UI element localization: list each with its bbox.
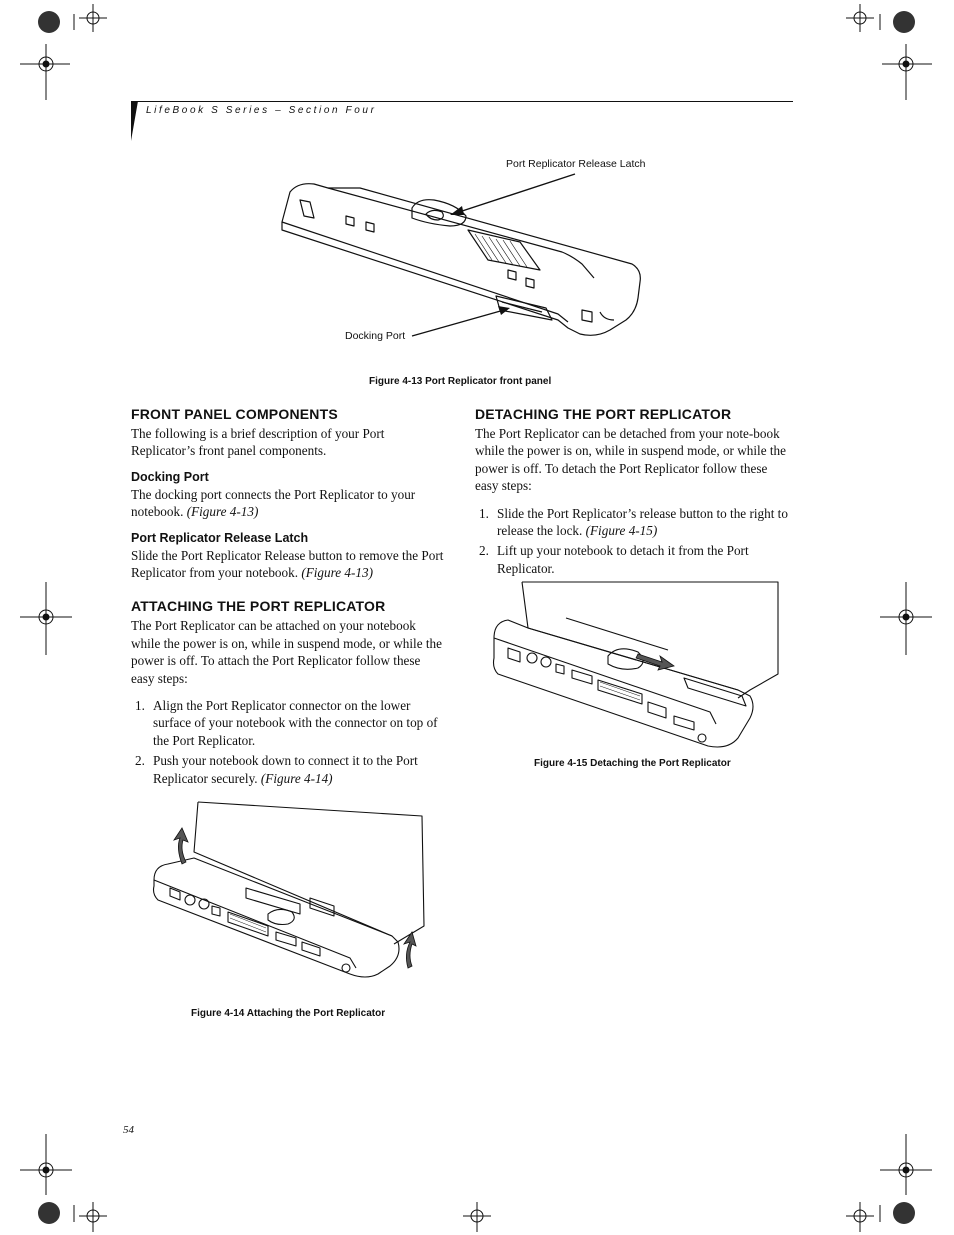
step-figure-ref: (Figure 4-14): [260, 770, 333, 786]
step-text: Push your notebook down to connect it to the Port Replicator securely.: [153, 753, 418, 786]
step-number: 1.: [479, 505, 489, 521]
release-latch-figure-ref: (Figure 4-13): [301, 565, 373, 581]
list-item: [475, 542, 793, 577]
release-latch-heading: Port Replicator Release Latch: [131, 530, 309, 545]
front-panel-heading: FRONT PANEL COMPONENTS: [131, 406, 338, 422]
step-text: Align the Port Replicator connector on the lower surface of your notebook with the connector on top of the Port Replicator.: [153, 698, 438, 748]
release-latch-text: [131, 547, 446, 582]
step-number: 2.: [479, 543, 489, 559]
detaching-steps: [475, 505, 793, 578]
left-column: [131, 406, 446, 790]
figure-4-14-illustration: [150, 796, 430, 981]
figure-4-15-illustration: [488, 578, 783, 753]
figure-4-15-caption: Figure 4-15 Detaching the Port Replicator: [534, 758, 731, 769]
running-head: LifeBook S Series – Section Four: [146, 105, 377, 116]
list-item: [131, 697, 446, 749]
step-number: 1.: [135, 698, 145, 714]
right-column: [475, 406, 793, 580]
docking-port-heading: Docking Port: [131, 469, 209, 484]
list-item: [131, 752, 446, 787]
attaching-intro: The Port Replicator can be attached on your notebook while the power is on, while in suspend mode, or while the power is off. To attach the Port Replicator follow these easy steps:: [131, 618, 442, 686]
step-text: Slide the Port Replicator’s release button to the right to release the lock.: [497, 505, 788, 539]
figure-4-14-caption: Figure 4-14 Attaching the Port Replicator: [191, 1008, 386, 1019]
list-item: [475, 505, 793, 540]
step-text: Lift up your notebook to detach it from the Port Replicator.: [497, 543, 749, 576]
docking-port-body: The docking port connects the Port Replicator to your notebook.: [131, 486, 416, 520]
callout-docking-port: Docking Port: [345, 330, 406, 342]
detaching-intro: The Port Replicator can be detached from your note-book while the power is on, while in suspend mode, or while the power is off. To detach the Port Replicator follow these easy steps:: [475, 426, 786, 494]
attaching-heading: ATTACHING THE PORT REPLICATOR: [131, 598, 386, 615]
docking-port-figure-ref: (Figure 4-13): [186, 504, 259, 520]
page-number: 54: [123, 1124, 134, 1136]
step-figure-ref: (Figure 4-15): [585, 523, 658, 539]
callout-release-latch: Port Replicator Release Latch: [506, 158, 646, 170]
figure-4-13-caption: Figure 4-13 Port Replicator front panel: [369, 376, 552, 387]
attaching-steps: [131, 697, 446, 787]
figure-4-13-callout-lines: [0, 0, 954, 400]
step-number: 2.: [135, 753, 145, 769]
release-latch-body: Slide the Port Replicator Release button to remove the Port Replicator from your notebook.: [131, 547, 444, 581]
front-panel-intro: The following is a brief description of your Port Replicator’s front panel components.: [131, 426, 385, 459]
docking-port-text: [131, 486, 446, 521]
detaching-heading: DETACHING THE PORT REPLICATOR: [475, 406, 732, 422]
